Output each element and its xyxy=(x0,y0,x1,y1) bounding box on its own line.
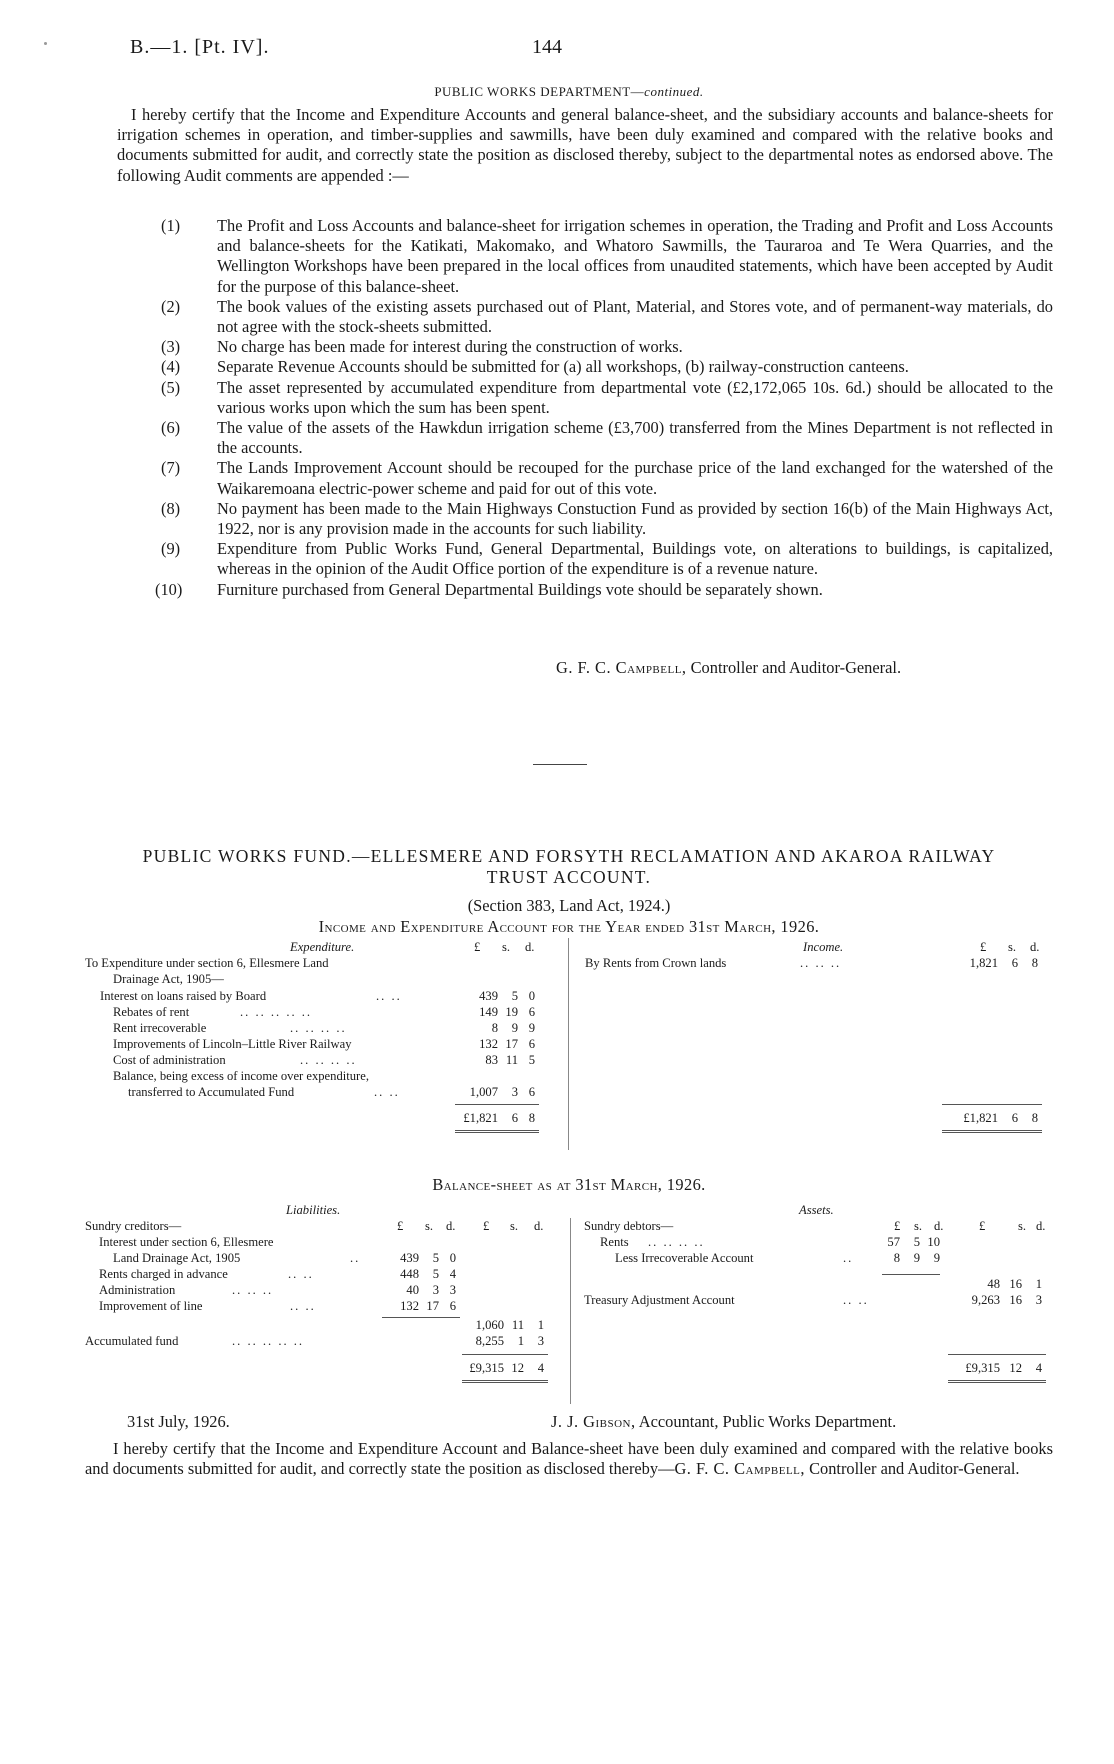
col-shillings: s. xyxy=(1018,1219,1027,1233)
amount-shillings: 5 xyxy=(432,1267,439,1281)
comment-number: (9) xyxy=(161,539,181,559)
assets-heading: Assets. xyxy=(799,1203,834,1217)
leader-dots: .. .. .. xyxy=(232,1283,274,1297)
income-heading: Income. xyxy=(803,940,844,954)
comment-text: Separate Revenue Accounts should be submitted for (a) all workshops, (b) railway-construction canteens. xyxy=(217,357,909,377)
amount-pounds: 1,821 xyxy=(969,956,998,970)
liabilities-heading: Liabilities. xyxy=(286,1203,341,1217)
fund-title: PUBLIC WORKS FUND.—ELLESMERE AND FORSYTH RECLAMATION AND AKAROA RAILWAY xyxy=(142,846,996,866)
comment-text: Expenditure from Public Works Fund, General Departmental, Buildings vote, on alterations to buildings, is capitalized, whereas in the opinion of the Audit Office portion of the expenditure is of a revenue nature. xyxy=(217,539,1053,579)
audit-certificate-2 xyxy=(85,1439,1053,1479)
total-pence: 4 xyxy=(1035,1361,1042,1375)
sundry-creditors: Sundry creditors— xyxy=(85,1219,182,1233)
sundry-debtors: Sundry debtors— xyxy=(584,1219,674,1233)
comment-text: No charge has been made for interest during the construction of works. xyxy=(217,337,683,357)
amount-shillings: 11 xyxy=(505,1053,518,1067)
expenditure-lead-2: Drainage Act, 1905— xyxy=(113,972,224,986)
audit-comments-list xyxy=(117,216,1053,600)
leader-dots: .. .. .. .. .. xyxy=(232,1334,305,1348)
income-expenditure-title: Income and Expenditure Account for the Year ended 31st March, 1926. xyxy=(318,917,820,936)
row-label: Improvement of line xyxy=(99,1299,203,1313)
col-pence: d. xyxy=(446,1219,456,1233)
account-divider-line xyxy=(568,938,569,1150)
audit-comment xyxy=(117,418,1053,458)
amount-pence: 6 xyxy=(449,1299,456,1313)
auditor-name: G. F. C. Campbell, xyxy=(674,1459,805,1479)
audit-comment xyxy=(117,337,1053,357)
amount-shillings: 16 xyxy=(1009,1293,1022,1307)
audit-comment xyxy=(117,357,1053,377)
statement-date: 31st July, 1926. xyxy=(127,1412,230,1431)
audit-comment xyxy=(117,297,1053,337)
leader-dots: .. .. .. .. .. xyxy=(240,1005,313,1019)
expenditure-heading: Expenditure. xyxy=(290,940,355,954)
col-pounds: £ xyxy=(894,1219,901,1233)
interest-label-1: Interest under section 6, Ellesmere xyxy=(99,1235,274,1249)
row-label: Less Irrecoverable Account xyxy=(615,1251,754,1265)
audit-comment xyxy=(117,580,1053,600)
page-reference: B.—1. [Pt. IV]. xyxy=(130,36,270,58)
total-shillings: 12 xyxy=(1009,1361,1022,1375)
amount-shillings: 16 xyxy=(1009,1277,1022,1291)
row-label: Cost of administration xyxy=(113,1053,226,1067)
comment-number: (2) xyxy=(161,296,181,316)
comment-number: (6) xyxy=(161,418,181,438)
comment-text: The asset represented by accumulated expenditure from departmental vote (£2,172,065 10s. 6d.) should be allocated to the various works upon which the sum has been spent. xyxy=(217,377,1053,417)
auditor-title: Controller and Auditor-General. xyxy=(686,658,902,677)
scan-speck xyxy=(44,42,47,45)
amount-shillings: 19 xyxy=(505,1005,518,1019)
comment-text: The value of the assets of the Hawkdun irrigation scheme (£3,700) transferred from the Mines Department is not reflected in the accounts. xyxy=(217,418,1053,458)
expenditure-lead: To Expenditure under section 6, Ellesmere Land xyxy=(85,956,329,970)
leader-dots: .. .. .. .. xyxy=(290,1021,347,1035)
leader-dots: .. .. .. .. xyxy=(300,1053,357,1067)
col-pence: d. xyxy=(534,1219,544,1233)
section-note: (Section 383, Land Act, 1924.) xyxy=(467,896,671,915)
amount-pence: 5 xyxy=(528,1053,535,1067)
amount-pounds: 448 xyxy=(400,1267,419,1281)
total-pounds: £1,821 xyxy=(963,1111,998,1125)
amount-shillings: 1 xyxy=(517,1334,524,1348)
page-number: 144 xyxy=(532,36,562,58)
amount-pounds: 83 xyxy=(485,1053,498,1067)
audit-comment xyxy=(117,499,1053,539)
leader-dots: .. .. .. .. xyxy=(648,1235,705,1249)
amount-pounds: 40 xyxy=(406,1283,419,1297)
section-divider xyxy=(533,764,587,765)
balance-line-1: Balance, being excess of income over expenditure, xyxy=(113,1069,369,1083)
account-divider-line xyxy=(570,1218,571,1404)
amount-pence: 8 xyxy=(1031,956,1038,970)
audit-comment xyxy=(117,216,1053,297)
audit-comment xyxy=(117,539,1053,579)
amount-pence: 6 xyxy=(528,1005,535,1019)
total-shillings: 6 xyxy=(1011,1111,1018,1125)
amount-pounds: 9,263 xyxy=(971,1293,1000,1307)
total-pence: 8 xyxy=(528,1111,535,1125)
row-label: By Rents from Crown lands xyxy=(585,956,727,970)
audit-comment xyxy=(117,458,1053,498)
comment-number: (7) xyxy=(161,458,181,478)
comment-number: (1) xyxy=(161,216,181,235)
amount-pounds: 1,007 xyxy=(469,1085,498,1099)
comment-text: The Profit and Loss Accounts and balance-sheet for irrigation schemes in operation, the Trading and Profit and Loss Accounts and balance-sheets for the Katikati, Makomako, and Whatoro Sawmills, the Tauraroa and Te Wera Quarries, and the Wellington Workshops have been prepared in the local offices from unaudited statements, which have been accepted by Audit for the purpose of this balance-sheet. xyxy=(217,216,1053,296)
certificate-text: I hereby certify that the Income and Expenditure Account and Balance-sheet have been duly examined and compared with the relative books and documents submitted for audit, and correctly state the position as disclosed thereby— xyxy=(85,1439,1053,1479)
leader-dots: .. .. xyxy=(290,1299,316,1313)
total-pounds: £1,821 xyxy=(463,1111,498,1125)
amount-pence: 4 xyxy=(449,1267,456,1281)
amount-pence: 6 xyxy=(528,1037,535,1051)
row-label: Interest on loans raised by Board xyxy=(100,989,267,1003)
double-rule xyxy=(948,1380,1046,1383)
leader-dots: .. .. xyxy=(288,1267,314,1281)
department-heading xyxy=(85,84,1053,100)
double-rule xyxy=(462,1380,548,1383)
amount-pence: 1 xyxy=(537,1318,544,1332)
fund-title-line2: TRUST ACCOUNT. xyxy=(486,867,652,887)
total-pounds: £9,315 xyxy=(469,1361,504,1375)
col-pence: d. xyxy=(1036,1219,1046,1233)
amount-shillings: 17 xyxy=(426,1299,439,1313)
amount-shillings: 11 xyxy=(511,1318,524,1332)
leader-dots: .. .. xyxy=(374,1085,400,1099)
amount-shillings: 9 xyxy=(913,1251,920,1265)
total-shillings: 6 xyxy=(511,1111,518,1125)
row-label: Rent irrecoverable xyxy=(113,1021,207,1035)
amount-shillings: 5 xyxy=(511,989,518,1003)
amount-pence: 3 xyxy=(449,1283,456,1297)
amount-pounds: 149 xyxy=(479,1005,498,1019)
amount-pounds: 48 xyxy=(987,1277,1000,1291)
double-rule xyxy=(942,1130,1042,1133)
row-label: Improvements of Lincoln–Little River Railway xyxy=(113,1037,352,1051)
amount-pounds: 1,060 xyxy=(475,1318,504,1332)
row-label: Treasury Adjustment Account xyxy=(584,1293,735,1307)
total-pence: 4 xyxy=(537,1361,544,1375)
comment-text: The Lands Improvement Account should be recouped for the purchase price of the land exchanged for the watershed of the Waikaremoana electric-power scheme and paid for out of this vote. xyxy=(217,458,1053,498)
row-label: Rents charged in advance xyxy=(99,1267,228,1281)
amount-shillings: 5 xyxy=(432,1251,439,1265)
accountant-name: J. J. Gibson, xyxy=(551,1412,636,1431)
col-pence: d. xyxy=(525,940,535,954)
col-pounds: £ xyxy=(483,1219,490,1233)
comment-text: No payment has been made to the Main Highways Constuction Fund as provided by section 16(b) of the Main Highways Act, 1922, nor is any provision made in the accounts for such liability. xyxy=(217,498,1053,539)
row-label: Rents xyxy=(600,1235,629,1249)
amount-shillings: 9 xyxy=(511,1021,518,1035)
total-rule xyxy=(948,1354,1046,1355)
double-rule xyxy=(455,1130,539,1133)
amount-pence: 9 xyxy=(933,1251,940,1265)
comment-text: Furniture purchased from General Departmental Buildings vote should be separately shown. xyxy=(217,579,823,599)
amount-pounds: 439 xyxy=(400,1251,419,1265)
amount-pence: 0 xyxy=(449,1251,456,1265)
amount-pounds: 132 xyxy=(400,1299,419,1313)
comment-number: (10) xyxy=(155,579,183,599)
amount-pounds: 8 xyxy=(491,1021,498,1035)
comment-number: (4) xyxy=(161,357,181,377)
total-rule xyxy=(942,1104,1042,1105)
auditor-title: Controller and Auditor-General. xyxy=(805,1459,1020,1479)
amount-pounds: 8,255 xyxy=(475,1334,504,1348)
col-pounds: £ xyxy=(979,1219,986,1233)
row-label: Land Drainage Act, 1905 xyxy=(113,1251,241,1265)
accountant-title: Accountant, Public Works Department. xyxy=(635,1412,897,1431)
total-rule xyxy=(462,1354,548,1355)
subtotal-rule xyxy=(882,1274,940,1275)
col-shillings: s. xyxy=(914,1219,923,1233)
col-pounds: £ xyxy=(397,1219,404,1233)
col-shillings: s. xyxy=(502,940,511,954)
comment-number: (3) xyxy=(161,337,181,357)
amount-shillings: 5 xyxy=(913,1235,920,1249)
total-pence: 8 xyxy=(1031,1111,1038,1125)
balance-line-2: transferred to Accumulated Fund xyxy=(128,1085,295,1099)
col-pence: d. xyxy=(1030,940,1040,954)
amount-pence: 10 xyxy=(927,1235,940,1249)
audit-certificate-intro: I hereby certify that the Income and Expenditure Accounts and general balance-sheet, and the subsidiary accounts and balance-sheets for irrigation schemes in operation, and timber-supplies and sawmills, have been duly examined and compared with the relative books and documents submitted for audit, and correctly state the position as disclosed thereby, subject to the departmental notes as endorsed above. The following Audit comments are appended :— xyxy=(117,105,1053,185)
row-label: Accumulated fund xyxy=(85,1334,179,1348)
total-rule xyxy=(455,1104,539,1105)
comment-number: (5) xyxy=(161,377,181,397)
col-shillings: s. xyxy=(510,1219,519,1233)
leader-dots: .. xyxy=(350,1251,361,1265)
leader-dots: .. .. .. xyxy=(800,956,842,970)
audit-comment xyxy=(117,378,1053,418)
leader-dots: .. xyxy=(843,1251,854,1265)
col-shillings: s. xyxy=(425,1219,434,1233)
leader-dots: .. .. xyxy=(376,989,402,1003)
department-heading-text: PUBLIC WORKS DEPARTMENT— xyxy=(434,84,645,99)
col-pence: d. xyxy=(934,1219,944,1233)
row-label: Rebates of rent xyxy=(113,1005,190,1019)
subtotal-rule xyxy=(382,1317,460,1318)
amount-shillings: 3 xyxy=(432,1283,439,1297)
auditor-name: G. F. C. Campbell, xyxy=(556,658,687,677)
amount-pence: 1 xyxy=(1035,1277,1042,1291)
comment-text: The book values of the existing assets purchased out of Plant, Material, and Stores vote, and of permanent-way materials, do not agree with the stock-sheets submitted. xyxy=(217,296,1053,337)
amount-pounds: 8 xyxy=(893,1251,900,1265)
auditor-signature xyxy=(556,658,901,678)
amount-pence: 3 xyxy=(1035,1293,1042,1307)
amount-pence: 0 xyxy=(528,989,535,1003)
col-pounds: £ xyxy=(474,940,481,954)
amount-pounds: 132 xyxy=(479,1037,498,1051)
amount-pounds: 57 xyxy=(887,1235,900,1249)
total-pounds: £9,315 xyxy=(965,1361,1000,1375)
balance-sheet-title: Balance-sheet as at 31st March, 1926. xyxy=(432,1175,706,1194)
amount-shillings: 6 xyxy=(1011,956,1018,970)
total-shillings: 12 xyxy=(511,1361,524,1375)
col-shillings: s. xyxy=(1008,940,1017,954)
amount-pounds: 439 xyxy=(479,989,498,1003)
row-label: Administration xyxy=(99,1283,176,1297)
amount-pence: 3 xyxy=(537,1334,544,1348)
accountant-signature xyxy=(551,1412,896,1432)
col-pounds: £ xyxy=(980,940,987,954)
amount-pence: 6 xyxy=(528,1085,535,1099)
leader-dots: .. .. xyxy=(843,1293,869,1307)
amount-pence: 9 xyxy=(528,1021,535,1035)
comment-number: (8) xyxy=(161,498,181,518)
amount-shillings: 3 xyxy=(511,1085,518,1099)
amount-shillings: 17 xyxy=(505,1037,518,1051)
department-heading-continued: continued. xyxy=(644,84,704,99)
